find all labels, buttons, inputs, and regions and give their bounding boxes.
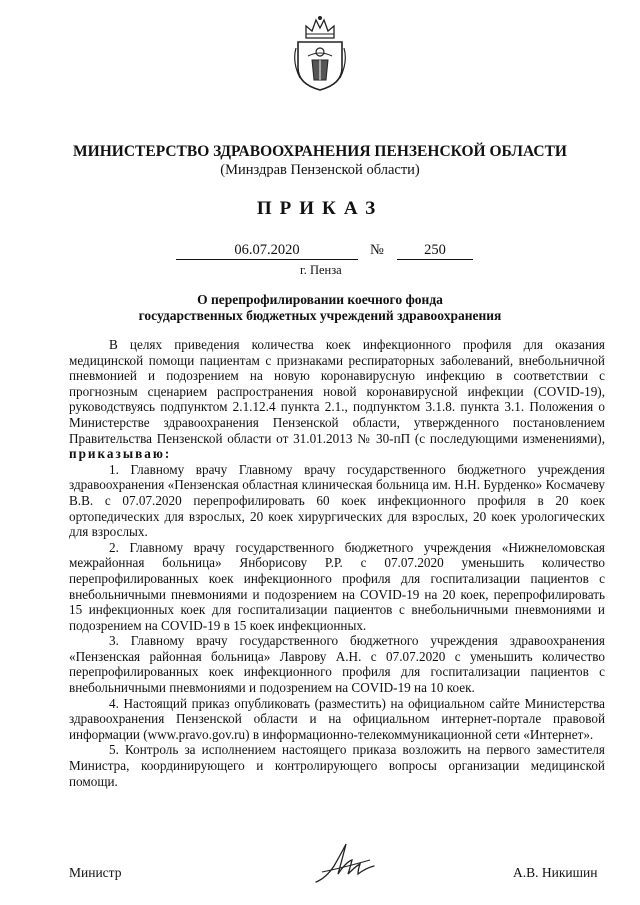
ministry-name: МИНИСТЕРСТВО ЗДРАВООХРАНЕНИЯ ПЕНЗЕНСКОЙ ОБЛАСТИ [73, 143, 567, 160]
ministry-short-name: (Минздрав Пензенской области) [220, 162, 420, 178]
preamble-paragraph [69, 337, 605, 462]
order-title: ПРИКАЗ [256, 198, 384, 219]
order-date: 06.07.2020 [176, 241, 358, 260]
preamble-text: В целях приведения количества коек инфекционного профиля для оказания медицинской помощи пациентам с признаками респираторных заболеваний, внебольничной пневмонией и подозрением на новую коронавирусную инфекцию в соответствии с прогнозным сценарием распространения новой коронавирусной инфекции (COVID-19), руководствуясь подпунктом 2.1.12.4 пункта 2.1., подпунктом 3.1.8. пункта 3.1. Положения о Министерстве здравоохранения Пензенской области, утвержденного постановлением Правительства Пензенской области от 31.01.2013 № 30-пП (с последующими изменениями), [69, 337, 605, 446]
coat-of-arms-icon [294, 14, 346, 92]
order-city: г. Пенза [300, 263, 342, 277]
order-date-number-row [0, 241, 640, 263]
order-subject [0, 292, 640, 324]
order-body [69, 337, 605, 789]
order-item-5: 5. Контроль за исполнением настоящего приказа возложить на первого заместителя Министра, координирующего и контролирующего вопросы организации медицинской помощи. [69, 742, 605, 789]
order-item-2: 2. Главному врачу государственного бюджетного учреждения «Нижнеломовская межрайонная больница» Янборисову Р.Р. с 07.07.2020 уменьшить количество перепрофилированных коек инфекционного профиля для госпитализации пациентов с внебольничными пневмониями и подозрением на COVID-19 на 20 коек, перепрофилировать 15 инфекционных коек для госпитализации пациентов с внебольничными пневмониями и подозрением на COVID-19 в 15 коек инфекционных. [69, 539, 605, 633]
directive-word: приказываю: [69, 446, 172, 462]
subject-line-2: государственных бюджетных учреждений здравоохранения [138, 308, 502, 323]
signer-name: А.В. Никишин [513, 865, 598, 880]
signer-title: Министр [69, 865, 122, 880]
order-item-1: 1. Главному врачу Главному врачу государственного бюджетного учреждения здравоохранения «Пензенская областная клиническая больница им. Н.Н. Бурденко» Космачеву В.В. с 07.07.2020 перепрофилировать 60 коек инфекционного профиля в 20 коек ортопедических для взрослых, 20 коек хирургических для взрослых, 20 коек урологических для взрослых. [69, 461, 605, 540]
order-item-4: 4. Настоящий приказ опубликовать (разместить) на официальном сайте Министерства здравоохранения Пензенской области и на официальном интернет-портале правовой информации (www.pravo.gov.ru) в информационно-телекоммуникационной сети «Интернет». [69, 695, 605, 742]
handwritten-signature-icon [312, 838, 378, 888]
number-sign: № [370, 242, 384, 258]
order-item-3: 3. Главному врачу государственного бюджетного учреждения здравоохранения «Пензенская районная больница» Лаврову А.Н. с 07.07.2020 с уменьшить количество перепрофилированных коек инфекционного профиля для госпитализации пациентов с внебольничными пневмониями и подозрением на COVID-19 на 10 коек. [69, 633, 605, 696]
order-number: 250 [397, 241, 473, 260]
subject-line-1: О перепрофилировании коечного фонда [197, 292, 443, 307]
